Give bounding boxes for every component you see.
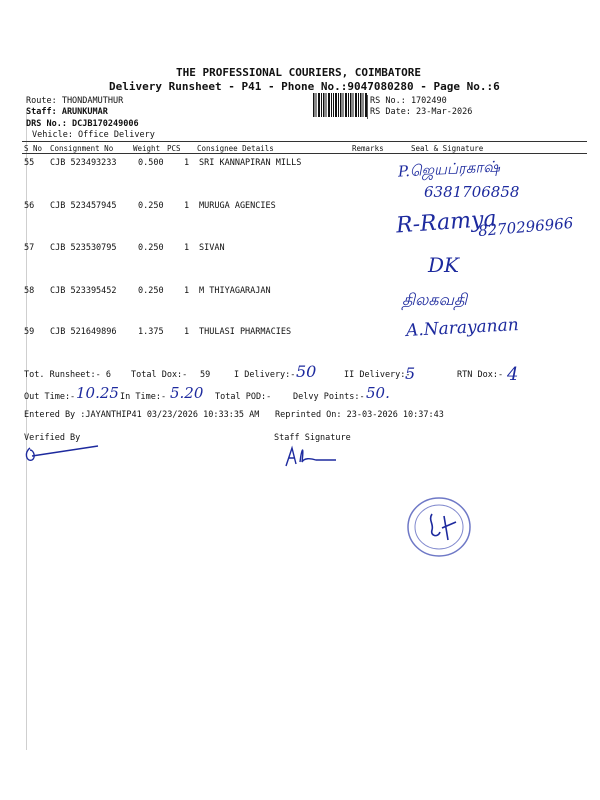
ii-delivery-handwritten: 5 (405, 364, 416, 383)
table-row-sno: 59 (24, 327, 35, 337)
out-time-handwritten: 10.25 (76, 384, 119, 402)
tot-runsheet: Tot. Runsheet:- 6 (24, 370, 111, 380)
table-row-pcs: 1 (184, 158, 190, 168)
barcode-separator (367, 95, 368, 119)
rtn-dox-handwritten: 4 (507, 364, 519, 385)
table-row-sno: 58 (24, 286, 35, 296)
col-header-seal-signature: Seal & Signature (411, 144, 484, 153)
i-delivery-handwritten: 50 (296, 362, 317, 381)
delvy-points-label: Delvy Points:- (293, 392, 365, 402)
table-row-consignee: M THIYAGARAJAN (199, 286, 271, 296)
col-header-remarks: Remarks (352, 144, 384, 153)
signature-row59: A.Narayanan (405, 315, 520, 341)
signature-row57: DK (428, 253, 459, 277)
table-row-weight: 0.250 (138, 243, 164, 253)
ii-delivery-label: II Delivery:- (344, 370, 411, 380)
staff-signature-label: Staff Signature (274, 433, 351, 443)
col-header-consignee: Consignee Details (197, 144, 274, 153)
rs-number: RS No.: 1702490 (370, 96, 447, 106)
table-row-consignment: CJB 523493233 (50, 158, 117, 168)
i-delivery-label: I Delivery:- (234, 370, 296, 380)
staff-signature-mark (282, 444, 342, 468)
table-row-sno: 57 (24, 243, 35, 253)
reprinted-on: Reprinted On: 23-03-2026 10:37:43 (275, 410, 444, 420)
in-time-handwritten: 5.20 (170, 384, 204, 402)
runsheet-subtitle: Delivery Runsheet - P41 - Phone No.:9047080280 - Page No.:6 (109, 80, 500, 93)
barcode-image (313, 93, 367, 117)
table-row-weight: 1.375 (138, 327, 164, 337)
total-pod-label: Total POD:- (215, 392, 272, 402)
signature-row58: திலகவதி (402, 290, 468, 309)
table-row-consignment: CJB 523530795 (50, 243, 117, 253)
table-row-weight: 0.250 (138, 201, 164, 211)
verified-by-label: Verified By (24, 433, 81, 443)
table-row-consignee: SIVAN (199, 243, 225, 253)
table-row-consignee: THULASI PHARMACIES (199, 327, 292, 337)
table-header-rule (22, 153, 587, 154)
table-row-sno: 56 (24, 201, 35, 211)
table-row-consignment: CJB 523457945 (50, 201, 117, 211)
verified-by-signature (22, 442, 102, 466)
total-dox-value: 59 (200, 370, 211, 380)
table-row-consignment: CJB 521649896 (50, 327, 117, 337)
total-dox-label: Total Dox:- (131, 370, 188, 380)
entered-by: Entered By :JAYANTHIP41 03/23/2026 10:33:35 AM (24, 410, 260, 420)
table-top-rule (22, 141, 587, 142)
col-header-consignment: Consignment No (50, 144, 114, 153)
table-row-consignee: SRI KANNAPIRAN MILLS (199, 158, 302, 168)
signature-row55-phone: 6381706858 (424, 183, 520, 201)
vehicle-label: Vehicle: Office Delivery (32, 130, 155, 140)
in-time-label: In Time:- (120, 392, 167, 402)
table-row-pcs: 1 (184, 201, 190, 211)
drs-number: DRS No.: DCJB170249006 (26, 119, 139, 129)
delvy-points-handwritten: 50. (366, 384, 390, 402)
company-stamp (404, 494, 474, 560)
rtn-dox-label: RTN Dox:- (457, 370, 504, 380)
signature-row56-phone: 8270296966 (477, 213, 575, 241)
col-header-weight: Weight (133, 144, 161, 153)
route-label: Route: THONDAMUTHUR (26, 96, 124, 106)
table-row-consignee: MURUGA AGENCIES (199, 201, 276, 211)
table-row-pcs: 1 (184, 243, 190, 253)
out-time-label: Out Time:- (24, 392, 76, 402)
rs-date: RS Date: 23-Mar-2026 (370, 107, 473, 117)
col-header-pcs: PCS (167, 144, 181, 153)
signature-row56-name: R-Ramya (395, 206, 498, 239)
table-row-pcs: 1 (184, 327, 190, 337)
table-row-consignment: CJB 523395452 (50, 286, 117, 296)
col-header-sno: S No (24, 144, 43, 153)
table-row-weight: 0.500 (138, 158, 164, 168)
table-row-pcs: 1 (184, 286, 190, 296)
signature-row55-name: P.ஜெயப்ரகாஷ் (397, 157, 501, 181)
table-row-sno: 55 (24, 158, 35, 168)
company-title: THE PROFESSIONAL COURIERS, COIMBATORE (176, 66, 422, 79)
staff-label: Staff: ARUNKUMAR (26, 107, 108, 117)
table-row-weight: 0.250 (138, 286, 164, 296)
